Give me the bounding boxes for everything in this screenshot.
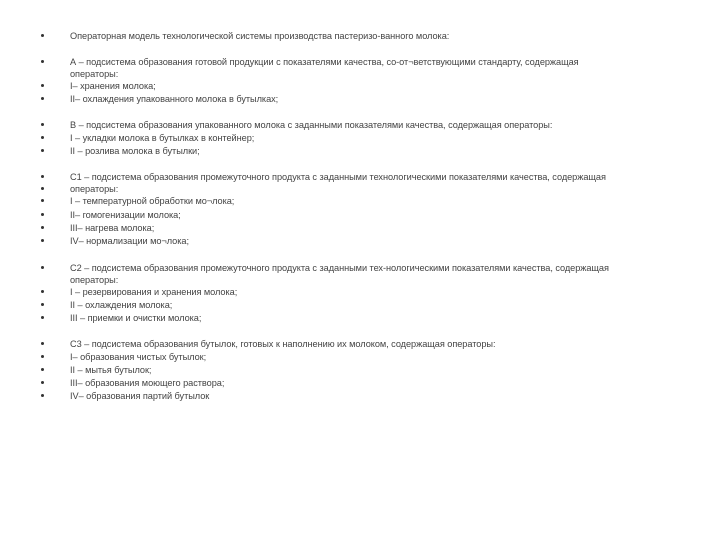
bullet-icon — [41, 136, 44, 139]
list-item — [0, 363, 720, 377]
list-item-text: операторы: — [70, 275, 119, 285]
bullet-icon — [41, 368, 44, 371]
list-item-text: II – мытья бутылок; — [70, 365, 152, 375]
list-item — [0, 234, 720, 248]
bullet-icon — [41, 394, 44, 397]
list-item-text: I– образования чистых бутылок; — [70, 352, 207, 362]
bullet-icon — [41, 226, 44, 229]
list-item-text: С2 – подсистема образования промежуточного продукта с заданными тех-нологическими показателями качества, содержащая — [70, 263, 609, 273]
bullet-icon — [41, 316, 44, 319]
list-item-text: I – температурной обработки мо¬лока; — [70, 196, 235, 206]
list-item-text: II – розлива молока в бутылки; — [70, 146, 200, 156]
list-item-text: С3 – подсистема образования бутылок, готовых к наполнению их молоком, содержащая операторы: — [70, 339, 496, 349]
list-item — [0, 311, 720, 325]
list-item — [0, 29, 720, 43]
bullet-icon — [41, 342, 44, 345]
bullet-icon — [41, 34, 44, 37]
list-item — [0, 376, 720, 390]
list-item-text: I– хранения молока; — [70, 81, 156, 91]
list-item-text: II– гомогенизации молока; — [70, 210, 181, 220]
list-item — [0, 389, 720, 403]
list-item-text: А – подсистема образования готовой продукции с показателями качества, со-от¬ветствующими стандарту, содержащая — [70, 57, 579, 67]
bullet-icon — [41, 355, 44, 358]
bullet-icon — [41, 187, 44, 190]
list-item-text: III– нагрева молока; — [70, 223, 155, 233]
list-item — [0, 350, 720, 364]
bullet-icon — [41, 123, 44, 126]
bullet-icon — [41, 60, 44, 63]
bullet-icon — [41, 303, 44, 306]
bullet-icon — [41, 381, 44, 384]
list-item-text: I – укладки молока в бутылках в контейнер; — [70, 133, 255, 143]
bullet-icon — [41, 290, 44, 293]
list-item — [0, 221, 720, 235]
list-item — [0, 92, 720, 106]
list-item-text: операторы: — [70, 184, 119, 194]
bullet-icon — [41, 84, 44, 87]
list-item-text: III – приемки и очистки молока; — [70, 313, 202, 323]
list-item-text: II – охлаждения молока; — [70, 300, 173, 310]
list-item-text: С1 – подсистема образования промежуточного продукта с заданными технологическими показателями качества, содержащая — [70, 172, 606, 182]
list-item-text: III– образования моющего раствора; — [70, 378, 225, 388]
list-item — [0, 337, 720, 351]
list-item — [0, 298, 720, 312]
list-item-text: I – резервирования и хранения молока; — [70, 287, 238, 297]
list-item — [0, 285, 720, 299]
list-item-text: IV– образования партий бутылок — [70, 391, 210, 401]
list-item — [0, 79, 720, 93]
bullet-icon — [41, 149, 44, 152]
list-item-text: операторы: — [70, 69, 119, 79]
bullet-icon — [41, 175, 44, 178]
bullet-icon — [41, 97, 44, 100]
list-item-text: Операторная модель технологической системы производства пастеризо-ванного молока: — [70, 31, 450, 41]
list-item-text: IV– нормализации мо¬лока; — [70, 236, 189, 246]
list-item-text: II– охлаждения упакованного молока в бутылках; — [70, 94, 279, 104]
list-item-text: В – подсистема образования упакованного молока с заданными показателями качества, содержащая операторы: — [70, 120, 553, 130]
list-item — [0, 194, 720, 208]
bullet-icon — [41, 213, 44, 216]
list-item — [0, 131, 720, 145]
bullet-icon — [41, 266, 44, 269]
list-item — [0, 144, 720, 158]
bullet-icon — [41, 239, 44, 242]
list-item — [0, 208, 720, 222]
bullet-icon — [41, 199, 44, 202]
list-item — [0, 118, 720, 132]
